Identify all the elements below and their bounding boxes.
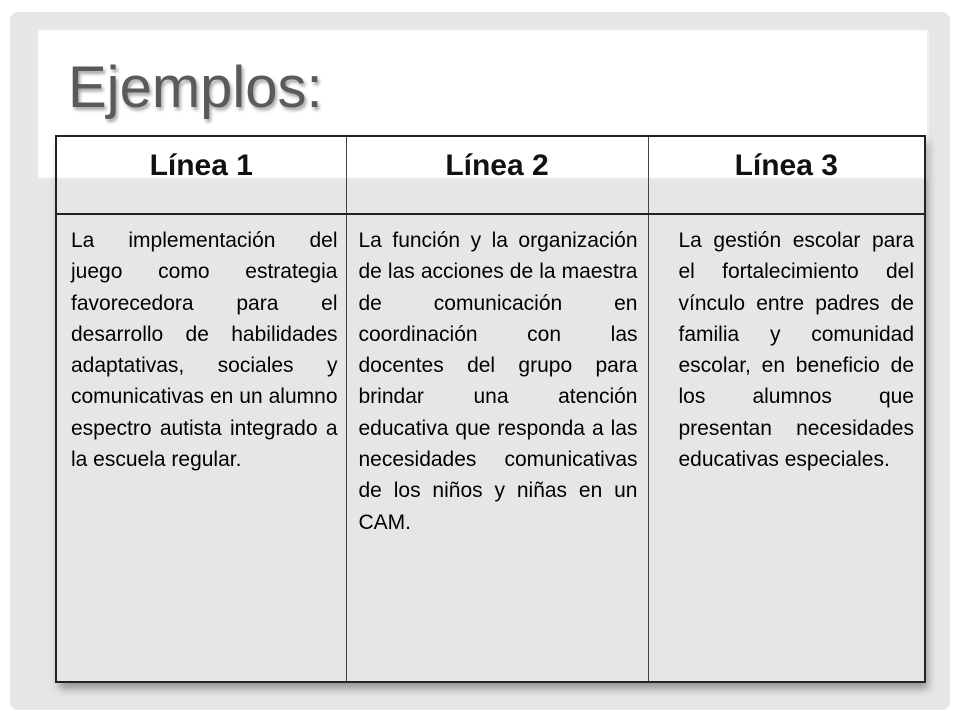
slide-background <box>10 12 950 710</box>
slide-title: Ejemplos: <box>68 55 323 120</box>
table-row <box>56 214 925 682</box>
table-header-row <box>56 136 925 214</box>
column-header-linea-2: Línea 2 <box>346 136 648 214</box>
lines-table <box>55 135 924 683</box>
cell-linea-1-description: La implementación del juego como estrategia favorecedora para el desarrollo de habilidades adaptativas, sociales y comunicativas en un alumno espectro autista integrado a la escuela regular. <box>56 214 346 682</box>
column-header-linea-1: Línea 1 <box>56 136 346 214</box>
column-header-linea-3: Línea 3 <box>648 136 925 214</box>
cell-linea-2-description: La función y la organización de las acciones de la maestra de comunicación en coordinación con las docentes del grupo para brindar una atención educativa que responda a las necesidades comunicativas de los niños y niñas en un CAM. <box>346 214 648 682</box>
cell-linea-3-description: La gestión escolar para el fortalecimiento del vínculo entre padres de familia y comunidad escolar, en beneficio de los alumnos que presentan necesidades educativas especiales. <box>648 214 925 682</box>
